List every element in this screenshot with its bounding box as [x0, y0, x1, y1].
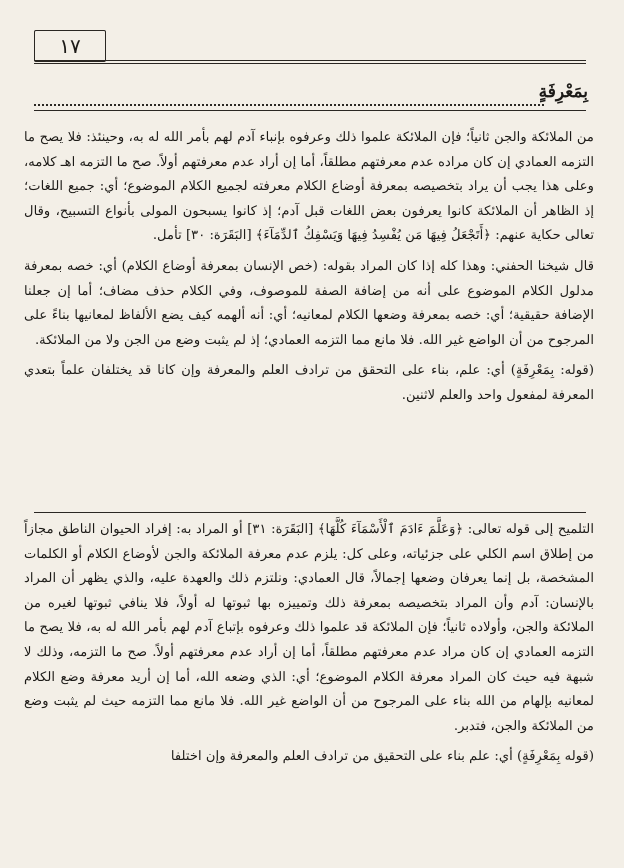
footnote-paragraph: التلميح إلى قوله تعالى: ﴿وَعَلَّمَ ءَادَمَ ٱلْأَسْمَآءَ كُلَّهَا﴾ [البَقَرَة: ٣١] أو المراد به: إفراد الحيوان الناطق مجازاً من إطلاق اسم الكلي على جزئياته، وعلى كل: يلزم عدم معرفة الملائكة والجن لأوضاع الكلام أو الكلمات المشخصة، بل إنما يعرفان وضعها إجمالاً، قال العمادي: ونلتزم ذلك والعهدة عليه، والذي يظهر أن المراد بالإنسان: آدم وأن المراد بتخصيصه بمعرفة ذلك وتمييزه بها ثبوتها له أولاً، فلا ينافي ثبوتها لغيره من الملائكة والجن، وأولاده ثانياً؛ فإن الملائكة قد علموا ذلك وعرفوه بإتباع آدم لهم بأمر الله له به، فلا يصح ما التزمه العمادي إن كان مراد عدم معرفتهم مطلقاً، أما إن أراد عدم معرفتهم أولاً. صح ما التزمه، وذلك لا شبهة فيه حيث كان المراد معرفة الكلام الموضوع؛ أي: الذي وضعه الله، أما إن أريد معرفة وضع الكلام لمعانيه بإلهام من الله بناء على المرجوح من أن الواضع غير الله. فلا مانع مما التزمه حيث لم يثبت وضع من الملائكة والجن، فتدبر. — [24, 522, 594, 734]
header-rule — [34, 60, 586, 61]
footnote-paragraph: (قوله بِمَعْرِفَةٍ) أي: علم بناء على التحقيق من ترادف العلم والمعرفة وإن اختلفا — [170, 749, 594, 765]
main-paragraph: قال شيخنا الحفني: وهذا كله إذا كان المراد بقوله: (خص الإنسان بمعرفة أوضاع الكلام) أي: خصه بمعرفة مدلول الكلام الموضوع على أنه من إضافة الصفة للموصوف، وفي الكلام حذف مضاف؛ أما إن جعلنا الإضافة حقيقية؛ أي: خصه بمعرفة وضعها الكلام لمعانيه؛ أي: أنه ألهمه كيف يضع الألفاظ لمعانيها بناءً على المرجوح من أن الواضع غير الله. فلا مانع مما التزمه العمادي؛ إذ لم يثبت وضع من الجن ولا من الملائكة. — [24, 258, 594, 348]
section-heading: بِمَعْرِفَةٍ — [538, 82, 588, 102]
heading-rule — [34, 110, 586, 111]
header-rule-inner — [34, 63, 586, 64]
page-number: ١٧ — [34, 30, 106, 62]
main-paragraph: من الملائكة والجن ثانياً؛ فإن الملائكة علموا ذلك وعرفوه بإنباء آدم لهم بأمر الله له به، وحينئذ: فلا يصح ما التزمه العمادي إن كان مراده عدم معرفتهم مطلقاً، أما إن أراد عدم معرفتهم أولاً. صح ما التزمه اهـ كلامه، وعلى هذا يجب أن يراد بتخصيصه بمعرفة أوضاع الكلام معرفته لجميع الكلام الموضوع؛ أي: جميع اللغات؛ إذ الظاهر أن الملائكة كانوا يعرفون بعض اللغات قبل آدم؛ إذ كانوا يسبحون المولى بأنواع التسبيح، وقال تعالى حكاية عنهم: ﴿أَتَجْعَلُ فِيهَا مَن يُفْسِدُ فِيهَا وَيَسْفِكُ ٱلدِّمَآءَ﴾ [البَقَرَة: ٣٠] تأمل. — [24, 130, 594, 244]
main-text — [24, 126, 594, 409]
footnote-divider — [34, 512, 586, 513]
heading-dotted-line — [34, 86, 544, 106]
footnote-text — [24, 518, 594, 770]
main-paragraph: (قوله: بِمَعْرِفَةٍ) أي: علم، بناء على التحقق من ترادف العلم والمعرفة وإن كانا قد يختلفان علماً بتعدي المعرفة لمفعول واحد والعلم لاثنين. — [24, 363, 594, 403]
